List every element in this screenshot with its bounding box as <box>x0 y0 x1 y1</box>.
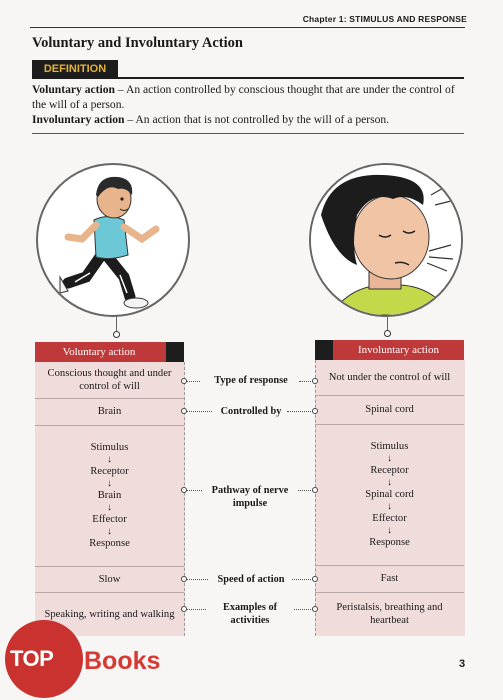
criterion-examples: Examples of activities <box>222 602 278 626</box>
pathway-step: Response <box>89 538 130 549</box>
pathway-step: Effector <box>372 513 407 524</box>
involuntary-header-accent <box>315 340 333 360</box>
voluntary-header <box>35 342 184 362</box>
down-arrow-icon: ↓ <box>386 477 392 488</box>
criterion-speed: Speed of action <box>217 574 285 585</box>
running-boy-icon <box>38 165 188 315</box>
right-connector-line <box>387 315 388 330</box>
definition-rule <box>32 77 464 79</box>
right-connector-dot <box>384 330 391 337</box>
definition-tag: DEFINITION <box>32 60 118 78</box>
involuntary-speed: Fast <box>380 573 399 584</box>
pathway-step: Response <box>369 537 410 548</box>
connector-line <box>184 579 208 580</box>
involuntary-examples: Peristalsis, breathing and heartbeat <box>336 602 443 626</box>
voluntary-examples: Speaking, writing and walking <box>44 608 175 620</box>
connector-dot <box>312 408 318 414</box>
involuntary-definition <box>32 112 464 127</box>
down-arrow-icon: ↓ <box>386 453 392 464</box>
running-boy-illustration <box>36 163 190 317</box>
criterion-controlled-by: Controlled by <box>220 406 282 417</box>
down-arrow-icon: ↓ <box>386 501 392 512</box>
voluntary-response-type: Conscious thought and under control of will <box>47 368 172 392</box>
connector-dot <box>312 576 318 582</box>
topbooks-logo-top: TOP <box>10 646 54 671</box>
involuntary-header <box>315 340 464 360</box>
connector-dot <box>312 487 318 493</box>
down-arrow-icon: ↓ <box>106 526 112 537</box>
connector-line <box>184 411 212 412</box>
involuntary-description: – An action that is not controlled by the will of a person. <box>124 113 390 126</box>
down-arrow-icon: ↓ <box>106 454 112 465</box>
involuntary-header-label: Involuntary action <box>358 344 439 356</box>
sneezing-boy-icon <box>311 165 461 315</box>
involuntary-pathway-steps <box>365 440 414 549</box>
connector-dot <box>181 576 187 582</box>
pathway-step: Receptor <box>90 466 129 477</box>
pathway-step: Brain <box>97 490 122 501</box>
section-title: Voluntary and Involuntary Action <box>32 35 243 51</box>
involuntary-pathway <box>315 424 464 565</box>
voluntary-pathway <box>35 425 184 566</box>
criterion-pathway: Pathway of nerve impulse <box>211 485 289 509</box>
criterion-type-of-response: Type of response <box>214 375 288 386</box>
connector-line <box>184 609 206 610</box>
pathway-step: Spinal cord <box>365 489 414 500</box>
connector-dot <box>181 606 187 612</box>
voluntary-header-label: Voluntary action <box>62 346 136 358</box>
topbooks-logo-books: Books <box>84 647 161 675</box>
left-connector-line <box>116 315 117 331</box>
connector-dot <box>181 408 187 414</box>
definition-bottom-rule <box>32 133 464 134</box>
involuntary-controller: Spinal cord <box>365 404 414 415</box>
voluntary-header-accent <box>166 342 184 362</box>
definition-text <box>32 82 464 127</box>
down-arrow-icon: ↓ <box>106 478 112 489</box>
voluntary-term: Voluntary action <box>32 83 115 96</box>
involuntary-response-type: Not under the control of will <box>328 372 451 383</box>
voluntary-description: – An action controlled by conscious thought that are under the control of the will of a person. <box>32 83 455 111</box>
left-connector-dot <box>113 331 120 338</box>
down-arrow-icon: ↓ <box>386 525 392 536</box>
voluntary-speed: Slow <box>98 573 121 585</box>
down-arrow-icon: ↓ <box>106 502 112 513</box>
chapter-header: Chapter 1: STIMULUS AND RESPONSE <box>302 14 467 24</box>
voluntary-controller: Brain <box>97 406 122 417</box>
connector-dot <box>312 378 318 384</box>
voluntary-definition <box>32 82 464 112</box>
voluntary-pathway-steps <box>89 441 130 550</box>
connector-line <box>287 411 315 412</box>
pathway-step: Receptor <box>370 465 409 476</box>
header-rule <box>30 27 465 28</box>
sneezing-boy-illustration <box>309 163 463 317</box>
connector-dot <box>312 606 318 612</box>
pathway-step: Stimulus <box>370 441 409 452</box>
connector-dot <box>181 487 187 493</box>
connector-dot <box>181 378 187 384</box>
pathway-step: Stimulus <box>90 442 129 453</box>
pathway-step: Effector <box>92 514 127 525</box>
page-number: 3 <box>459 658 466 670</box>
involuntary-term: Involuntary action <box>32 113 125 126</box>
